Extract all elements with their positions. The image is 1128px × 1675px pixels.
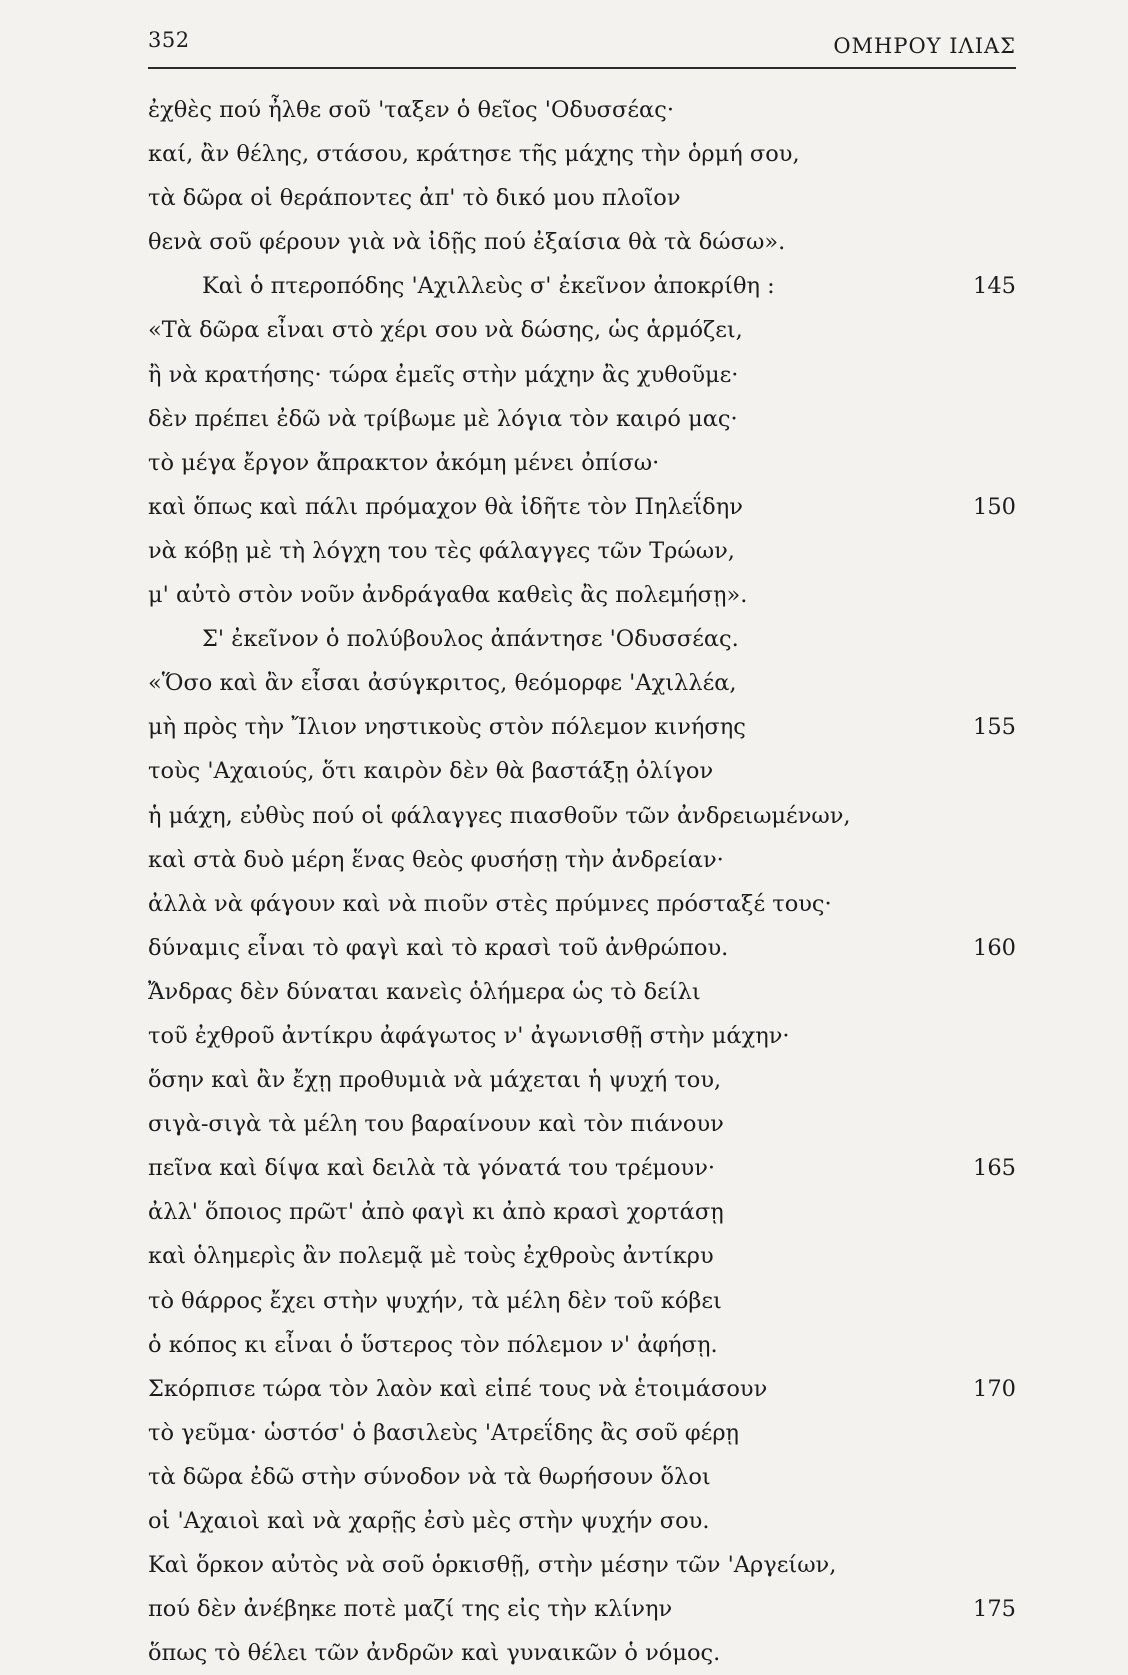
verse-text: ἢ νὰ κρατήσης· τώρα ἐμεῖς στὴν μάχην ἂς χυθοῦμε· xyxy=(148,361,739,388)
verse-text: Σκόρπισε τώρα τὸν λαὸν καὶ εἰπέ τους νὰ ἑτοιμάσουν xyxy=(148,1375,768,1402)
verse-text: τοῦ ἐχθροῦ ἀντίκρυ ἀφάγωτος ν' ἀγωνισθῇ στὴν μάχην· xyxy=(148,1022,790,1049)
verse-line xyxy=(148,573,1016,617)
verse-line xyxy=(148,1058,1016,1102)
verse-text: τὸ γεῦμα· ὡστόσ' ὁ βασιλεὺς 'Ατρεΐδης ἂς σοῦ φέρῃ xyxy=(148,1419,740,1446)
verse-line xyxy=(148,353,1016,397)
header-rule xyxy=(148,67,1016,69)
verse-text: μὴ πρὸς τὴν Ἴλιον νηστικοὺς στὸν πόλεμον κινήσης xyxy=(148,714,746,741)
verse-text: καὶ ὁλημερὶς ἂν πολεμᾷ μὲ τοὺς ἐχθροὺς ἀντίκρυ xyxy=(148,1243,714,1270)
verse-text: καί, ἂν θέλης, στάσου, κράτησε τῆς μάχης τὴν ὁρμή σου, xyxy=(148,141,800,168)
verse-number: 175 xyxy=(973,1596,1016,1623)
verse-text: τὸ μέγα ἔργον ἄπρακτον ἀκόμη μένει ὀπίσω· xyxy=(148,449,660,476)
verse-line xyxy=(148,1234,1016,1278)
verse-line xyxy=(148,661,1016,705)
verse-line xyxy=(148,882,1016,926)
verse-line xyxy=(148,749,1016,793)
verse-line xyxy=(148,1146,1016,1190)
verse-line xyxy=(148,176,1016,220)
verse-text: τὰ δῶρα ἐδῶ στὴν σύνοδον νὰ τὰ θωρήσουν ὅλοι xyxy=(148,1463,711,1490)
verse-line xyxy=(148,1499,1016,1543)
verse-text: τὸ θάρρος ἔχει στὴν ψυχήν, τὰ μέλη δὲν τοῦ κόβει xyxy=(148,1287,722,1314)
verse-text: τοὺς 'Αχαιούς, ὅτι καιρὸν δὲν θὰ βαστάξῃ ὀλίγον xyxy=(148,758,714,785)
verse-text: ὅσην καὶ ἂν ἔχῃ προθυμιὰ νὰ μάχεται ἡ ψυχή του, xyxy=(148,1067,722,1094)
verse-text: καὶ στὰ δυὸ μέρη ἕνας θεὸς φυσήσῃ τὴν ἀνδρείαν· xyxy=(148,846,724,873)
verse-text: ὁ κόπος κι εἶναι ὁ ὕστερος τὸν πόλεμον ν' ἀφήσῃ. xyxy=(148,1331,718,1358)
verse-line xyxy=(148,794,1016,838)
running-title: ΟΜΗΡΟΥ ΙΛΙΑΣ xyxy=(833,34,1016,58)
verse-text: ὅπως τὸ θέλει τῶν ἀνδρῶν καὶ γυναικῶν ὁ νόμος. xyxy=(148,1640,721,1667)
verse-text: Καὶ ὅρκον αὐτὸς νὰ σοῦ ὁρκισθῇ, στὴν μέσην τῶν 'Αργείων, xyxy=(148,1552,837,1579)
verse-number: 155 xyxy=(973,714,1016,741)
verse-text: θενὰ σοῦ φέρουν γιὰ νὰ ἰδῇς πού ἐξαίσια θὰ τὰ δώσω». xyxy=(148,229,786,256)
verse-line xyxy=(148,617,1016,661)
verse-text: καὶ ὅπως καὶ πάλι πρόμαχον θὰ ἰδῆτε τὸν Πηλεΐδην xyxy=(148,493,743,520)
verse-number: 165 xyxy=(973,1155,1016,1182)
verse-text: οἱ 'Αχαιοὶ καὶ νὰ χαρῇς ἐσὺ μὲς στὴν ψυχήν σου. xyxy=(148,1508,710,1534)
verse-line xyxy=(148,441,1016,485)
verse-line xyxy=(148,970,1016,1014)
verse-line xyxy=(148,308,1016,352)
verse-text: μ' αὐτὸ στὸν νοῦν ἀνδράγαθα καθεὶς ἂς πολεμήσῃ». xyxy=(148,582,748,609)
verse-text: Ἄνδρας δὲν δύναται κανεὶς ὁλήμερα ὡς τὸ δείλι xyxy=(148,978,701,1005)
verse-line xyxy=(148,1014,1016,1058)
verse-line xyxy=(148,705,1016,749)
verse-text: «Ὅσο καὶ ἂν εἶσαι ἀσύγκριτος, θεόμορφε 'Αχιλλέα, xyxy=(148,670,737,697)
verse-text: ἀλλ' ὅποιος πρῶτ' ἀπὸ φαγὶ κι ἀπὸ κρασὶ χορτάσῃ xyxy=(148,1199,724,1226)
verse-list xyxy=(148,88,1016,1675)
verse-line xyxy=(148,838,1016,882)
verse-line xyxy=(148,1323,1016,1367)
verse-text: δὲν πρέπει ἐδῶ νὰ τρίβωμε μὲ λόγια τὸν καιρό μας· xyxy=(148,405,738,432)
verse-line xyxy=(148,1367,1016,1411)
verse-text: τὰ δῶρα οἱ θεράποντες ἀπ' τὸ δικό μου πλοῖον xyxy=(148,185,681,212)
verse-line xyxy=(148,220,1016,264)
verse-number: 145 xyxy=(973,273,1016,300)
verse-text: Σ' ἐκεῖνον ὁ πολύβουλος ἀπάντησε 'Οδυσσέας. xyxy=(202,626,739,653)
verse-text: Καὶ ὁ πτεροπόδης 'Αχιλλεὺς σ' ἐκεῖνον ἀποκρίθη : xyxy=(202,273,775,300)
verse-line xyxy=(148,1455,1016,1499)
verse-text: δύναμις εἶναι τὸ φαγὶ καὶ τὸ κρασὶ τοῦ ἀνθρώπου. xyxy=(148,934,729,961)
verse-line xyxy=(148,1102,1016,1146)
verse-line xyxy=(148,926,1016,970)
verse-text: ἐχθὲς πού ἦλθε σοῦ 'ταξεν ὁ θεῖος 'Οδυσσέας· xyxy=(148,97,674,123)
page-header xyxy=(148,28,1016,68)
verse-line xyxy=(148,1411,1016,1455)
verse-line xyxy=(148,1543,1016,1587)
verse-text: ἡ μάχη, εὐθὺς πού οἱ φάλαγγες πιασθοῦν τῶν ἀνδρειωμένων, xyxy=(148,802,851,829)
verse-line xyxy=(148,1190,1016,1234)
verse-line xyxy=(148,132,1016,176)
verse-text: ἀλλὰ νὰ φάγουν καὶ νὰ πιοῦν στὲς πρύμνες πρόσταξέ τους· xyxy=(148,890,832,917)
verse-text: νὰ κόβῃ μὲ τὴ λόγχη του τὲς φάλαγγες τῶν Τρώων, xyxy=(148,537,735,564)
verse-text: σιγὰ-σιγὰ τὰ μέλη του βαραίνουν καὶ τὸν πιάνουν xyxy=(148,1111,724,1138)
verse-line xyxy=(148,529,1016,573)
verse-number: 170 xyxy=(973,1375,1016,1402)
verse-text: πεῖνα καὶ δίψα καὶ δειλὰ τὰ γόνατά του τρέμουν· xyxy=(148,1155,716,1182)
verse-line xyxy=(148,485,1016,529)
verse-line xyxy=(148,1631,1016,1675)
verse-text: πού δὲν ἀνέβηκε ποτὲ μαζί της εἰς τὴν κλίνην xyxy=(148,1596,673,1623)
verse-number: 160 xyxy=(973,934,1016,961)
verse-line xyxy=(148,1279,1016,1323)
verse-line xyxy=(148,397,1016,441)
verse-line xyxy=(148,264,1016,308)
verse-line xyxy=(148,88,1016,132)
verse-line xyxy=(148,1587,1016,1631)
verse-text: «Τὰ δῶρα εἶναι στὸ χέρι σου νὰ δώσης, ὡς ἁρμόζει, xyxy=(148,317,743,344)
page-number: 352 xyxy=(148,28,190,52)
verse-number: 150 xyxy=(973,493,1016,520)
